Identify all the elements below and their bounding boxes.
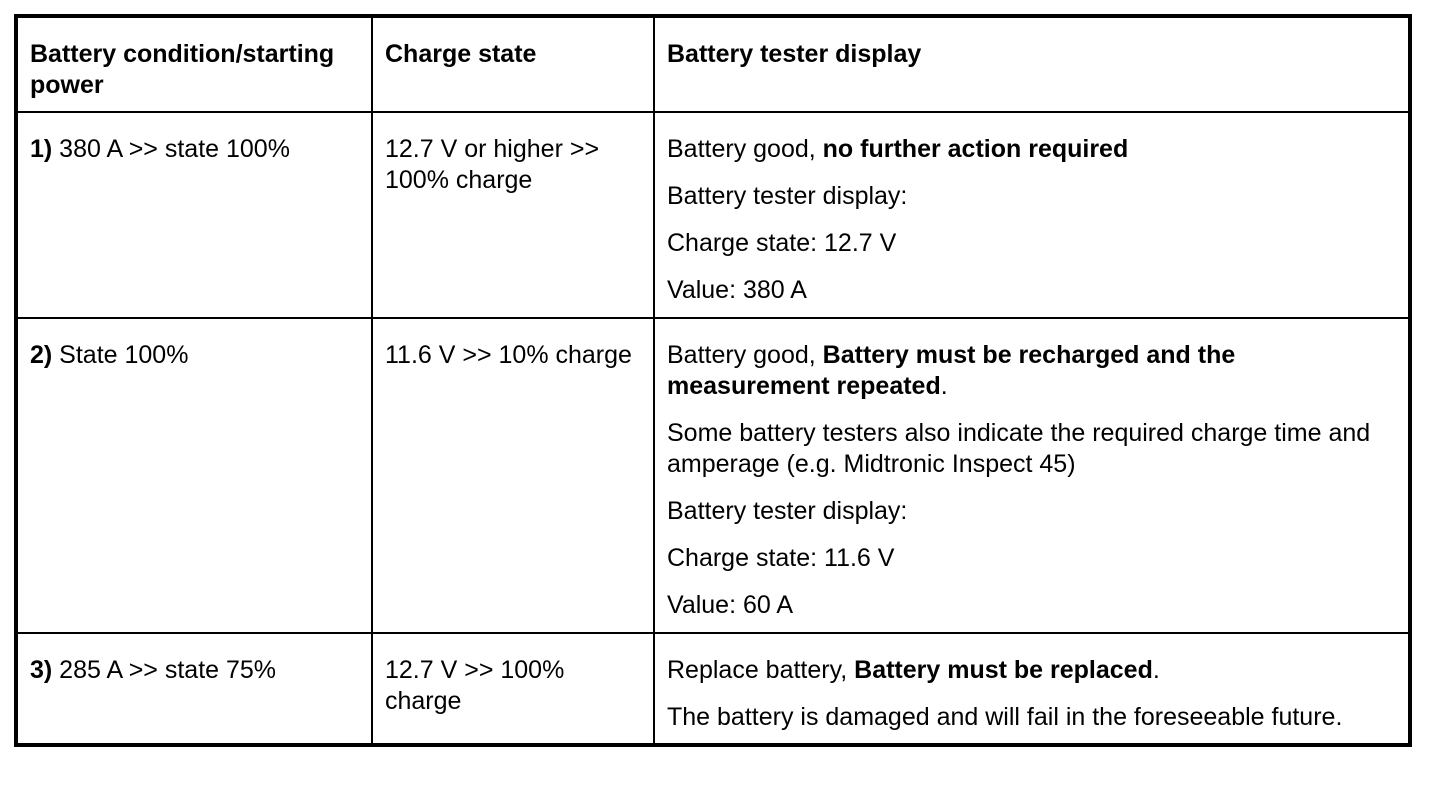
charge-cell: 12.7 V >> 100% charge bbox=[372, 633, 654, 745]
display-line: Battery tester display: bbox=[667, 182, 908, 210]
display-line: Charge state: 12.7 V bbox=[667, 229, 897, 257]
display-cell bbox=[654, 633, 1410, 745]
table-row bbox=[16, 112, 1410, 318]
table-row bbox=[16, 318, 1410, 633]
table-row bbox=[16, 633, 1410, 745]
display-cell bbox=[654, 112, 1410, 318]
charge-cell: 12.7 V or higher >> 100% charge bbox=[372, 112, 654, 318]
display-lead: Replace battery, Battery must be replaced. bbox=[667, 656, 1160, 684]
display-lead: Battery good, Battery must be recharged and the measurement repeated. bbox=[667, 341, 1236, 400]
display-lead: Battery good, no further action required bbox=[667, 135, 1129, 163]
row-number: 1) bbox=[30, 135, 53, 163]
header-charge-state: Charge state bbox=[372, 16, 654, 112]
header-battery-condition: Battery condition/starting power bbox=[16, 16, 372, 112]
display-line: Some battery testers also indicate the required charge time and amperage (e.g. Midtronic Inspect 45) bbox=[667, 419, 1371, 478]
table-header-row bbox=[16, 16, 1410, 112]
condition-text: 285 A >> state 75% bbox=[52, 656, 277, 684]
display-line: Value: 380 A bbox=[667, 276, 807, 304]
battery-test-table bbox=[14, 14, 1412, 747]
charge-cell: 11.6 V >> 10% charge bbox=[372, 318, 654, 633]
row-number: 2) bbox=[30, 341, 53, 369]
display-line: Charge state: 11.6 V bbox=[667, 544, 895, 572]
condition-text: 380 A >> state 100% bbox=[52, 135, 290, 163]
display-line: Battery tester display: bbox=[667, 497, 908, 525]
row-number: 3) bbox=[30, 656, 53, 684]
condition-text: State 100% bbox=[52, 341, 189, 369]
display-line: Value: 60 A bbox=[667, 591, 794, 619]
condition-cell bbox=[16, 112, 372, 318]
header-tester-display: Battery tester display bbox=[654, 16, 1410, 112]
condition-cell bbox=[16, 633, 372, 745]
display-line: The battery is damaged and will fail in the foreseeable future. bbox=[667, 703, 1343, 731]
display-cell bbox=[654, 318, 1410, 633]
condition-cell bbox=[16, 318, 372, 633]
